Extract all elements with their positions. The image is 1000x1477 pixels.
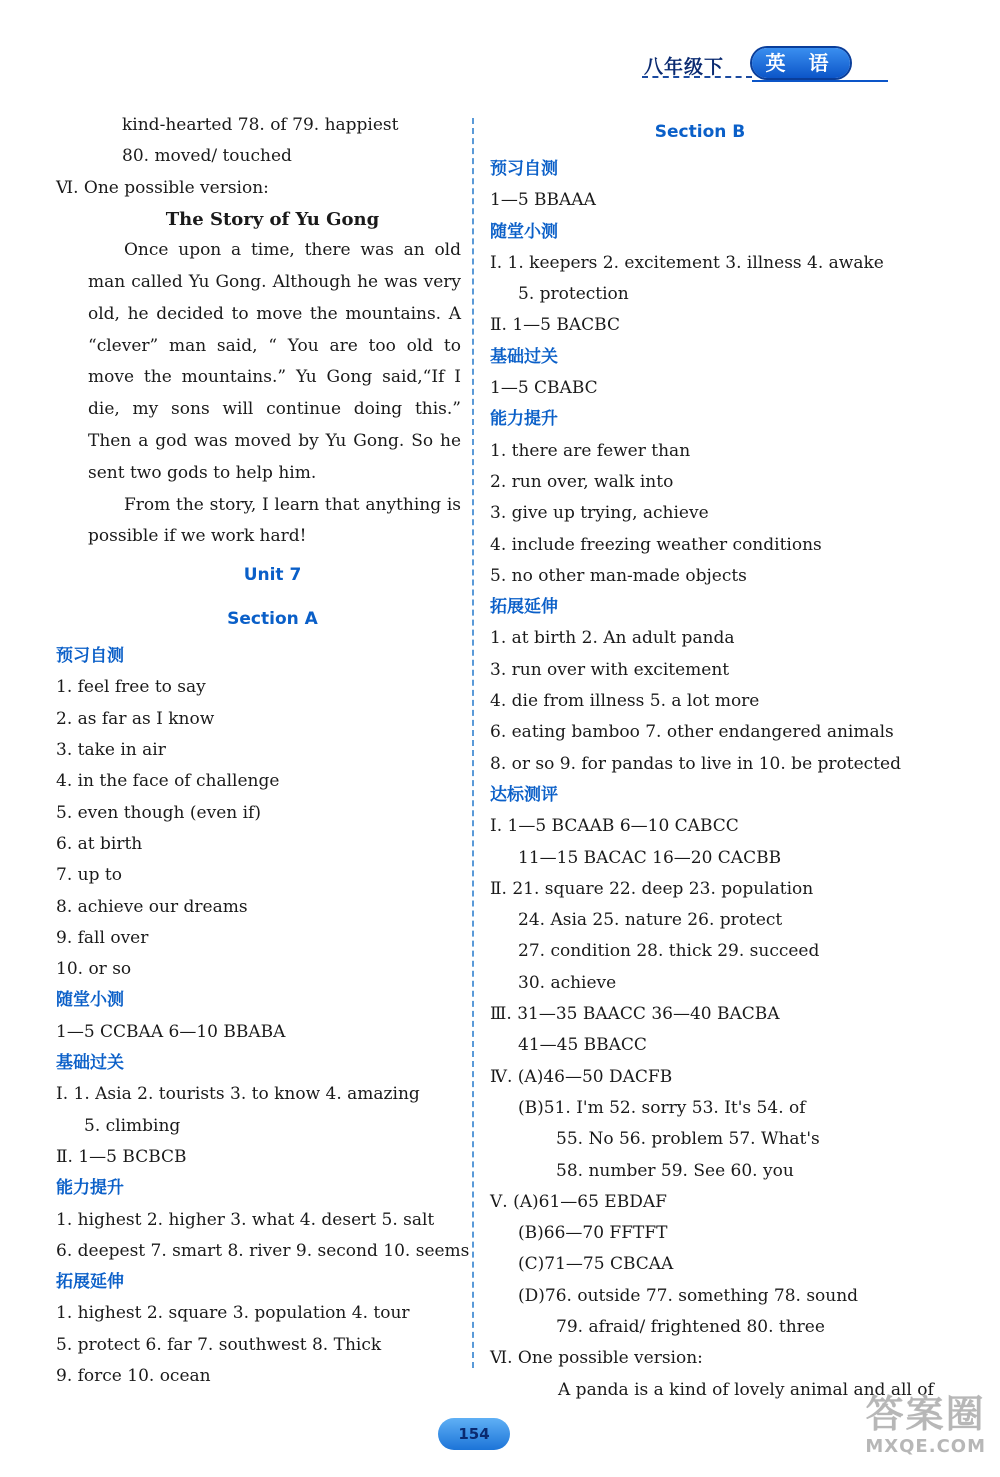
answer-line: 1. highest 2. higher 3. what 4. desert 5. salt — [56, 1209, 435, 1230]
section-title: Section B — [654, 122, 746, 142]
watermark-logo — [865, 1392, 986, 1457]
answer-line: (B)66—70 FFTFT — [518, 1223, 668, 1244]
answer-line: Ⅴ. (A)61—65 EBDAF — [490, 1191, 667, 1212]
heading-extend: 拓展延伸 — [490, 597, 558, 618]
story-body — [56, 235, 461, 553]
answer-line: 6. deepest 7. smart 8. river 9. second 10. seems — [56, 1240, 470, 1261]
answer-line: 1—5 CCBAA 6—10 BBABA — [56, 1021, 286, 1042]
answer-line: 30. achieve — [518, 972, 617, 993]
grade-label: 八年级下 — [644, 56, 725, 78]
answer-line: 5. even though (even if) — [56, 802, 261, 823]
answer-line: 1. highest 2. square 3. population 4. tour — [56, 1303, 410, 1324]
answer-line: 5. no other man-made objects — [490, 565, 747, 586]
answer-line: 1—5 CBABC — [490, 378, 598, 399]
answer-line: 5. protect 6. far 7. southwest 8. Thick — [56, 1334, 382, 1355]
answer-line: (C)71—75 CBCAA — [518, 1254, 674, 1275]
answer-line: 3. give up trying, achieve — [490, 503, 709, 524]
answer-line: 6. eating bamboo 7. other endangered animals — [490, 722, 894, 743]
heading-preview: 预习自测 — [490, 159, 558, 179]
watermark-site: MXQE.COM — [865, 1436, 986, 1457]
version-label: Ⅵ. One possible version: — [56, 177, 269, 198]
answer-line: 4. include freezing weather conditions — [490, 534, 822, 555]
answer-line: 58. number 59. See 60. you — [556, 1160, 794, 1181]
answer-line: Ⅰ. 1—5 BCAAB 6—10 CABCC — [490, 816, 739, 837]
watermark-text: 答案圈 — [865, 1392, 986, 1436]
heading-basic: 基础过关 — [490, 346, 558, 367]
answer-line: Ⅰ. 1. Asia 2. tourists 3. to know 4. amazing — [56, 1084, 420, 1105]
heading-quiz: 随堂小测 — [490, 221, 558, 242]
story-title: The Story of Yu Gong — [165, 208, 380, 230]
answer-line: 79. afraid/ frightened 80. three — [556, 1316, 825, 1337]
section-title: Section A — [227, 609, 318, 630]
right-column — [490, 110, 934, 1406]
answer-line: 7. up to — [56, 865, 122, 886]
answer-line: 6. at birth — [56, 833, 143, 854]
answer-line: 24. Asia 25. nature 26. protect — [518, 910, 783, 931]
subject-badge: 英 语 — [752, 48, 850, 78]
answer-line: 11—15 BACAC 16—20 CACBB — [518, 847, 782, 868]
answer-line: Ⅲ. 31—35 BAACC 36—40 BACBA — [490, 1004, 780, 1025]
essay-line: A panda is a kind of lovely animal and all of — [558, 1379, 934, 1400]
answer-line: 9. force 10. ocean — [56, 1365, 211, 1386]
answer-line: Ⅱ. 1—5 BCBCB — [56, 1146, 187, 1167]
answer-line: 3. take in air — [56, 740, 166, 761]
answer-line: 8. achieve our dreams — [56, 896, 248, 917]
heading-basic: 基础过关 — [56, 1053, 124, 1074]
heading-extend: 拓展延伸 — [56, 1272, 124, 1293]
answer-line: 3. run over with excitement — [490, 659, 730, 680]
header-dash-line — [642, 76, 752, 78]
answer-line: 1—5 BBAAA — [490, 190, 596, 211]
answer-line: Ⅰ. 1. keepers 2. excitement 3. illness 4. awake — [490, 252, 884, 273]
answer-line: 10. or so — [56, 959, 132, 980]
left-column — [56, 110, 470, 1392]
answer-line: 4. die from illness 5. a lot more — [490, 691, 760, 712]
story-paragraph: Once upon a time, there was an old man called Yu Gong. Although he was very old, he decided to move the mountains. A “clever” man said, “ You are too old to move the mountains.” Yu Gong said,“If I die, my sons will continue doing this.” Then a god was moved by Yu Gong. So he sent two gods to help him. — [88, 240, 461, 483]
answer-line: Ⅳ. (A)46—50 DACFB — [490, 1066, 673, 1087]
page-header — [628, 44, 888, 84]
answer-line: (B)51. I'm 52. sorry 53. It's 54. of — [518, 1097, 806, 1118]
answer-line: 41—45 BBACC — [518, 1035, 647, 1056]
unit-title: Unit 7 — [243, 565, 302, 586]
answer-line: 1. at birth 2. An adult panda — [490, 628, 735, 649]
answer-line: 2. run over, walk into — [490, 471, 674, 492]
answer-line: 27. condition 28. thick 29. succeed — [518, 941, 820, 962]
answer-line: Ⅱ. 1—5 BACBC — [490, 315, 620, 336]
answer-line: 1. feel free to say — [56, 677, 206, 698]
answer-line: 1. there are fewer than — [490, 440, 691, 461]
column-divider — [472, 118, 474, 1368]
heading-test: 达标测评 — [490, 784, 558, 805]
answer-line: 80. moved/ touched — [122, 146, 292, 167]
answer-line: (D)76. outside 77. something 78. sound — [518, 1285, 859, 1306]
page-number: 154 — [438, 1418, 510, 1450]
heading-ability: 能力提升 — [490, 409, 558, 430]
answer-line: 5. climbing — [84, 1115, 181, 1136]
heading-ability: 能力提升 — [56, 1178, 124, 1199]
answer-line: 5. protection — [518, 284, 629, 305]
header-underline — [752, 80, 888, 82]
heading-preview: 预习自测 — [56, 646, 124, 667]
heading-quiz: 随堂小测 — [56, 990, 124, 1011]
answer-line: Ⅱ. 21. square 22. deep 23. population — [490, 878, 814, 899]
answer-line: 8. or so 9. for pandas to live in 10. be protected — [490, 753, 901, 774]
answer-line: 4. in the face of challenge — [56, 771, 280, 792]
answer-line: 55. No 56. problem 57. What's — [556, 1129, 820, 1150]
version-label: Ⅵ. One possible version: — [490, 1348, 703, 1369]
answer-line: 2. as far as I know — [56, 708, 215, 729]
answer-line: kind-hearted 78. of 79. happiest — [122, 115, 399, 135]
answer-line: 9. fall over — [56, 927, 149, 948]
story-paragraph: From the story, I learn that anything is possible if we work hard! — [88, 494, 461, 547]
